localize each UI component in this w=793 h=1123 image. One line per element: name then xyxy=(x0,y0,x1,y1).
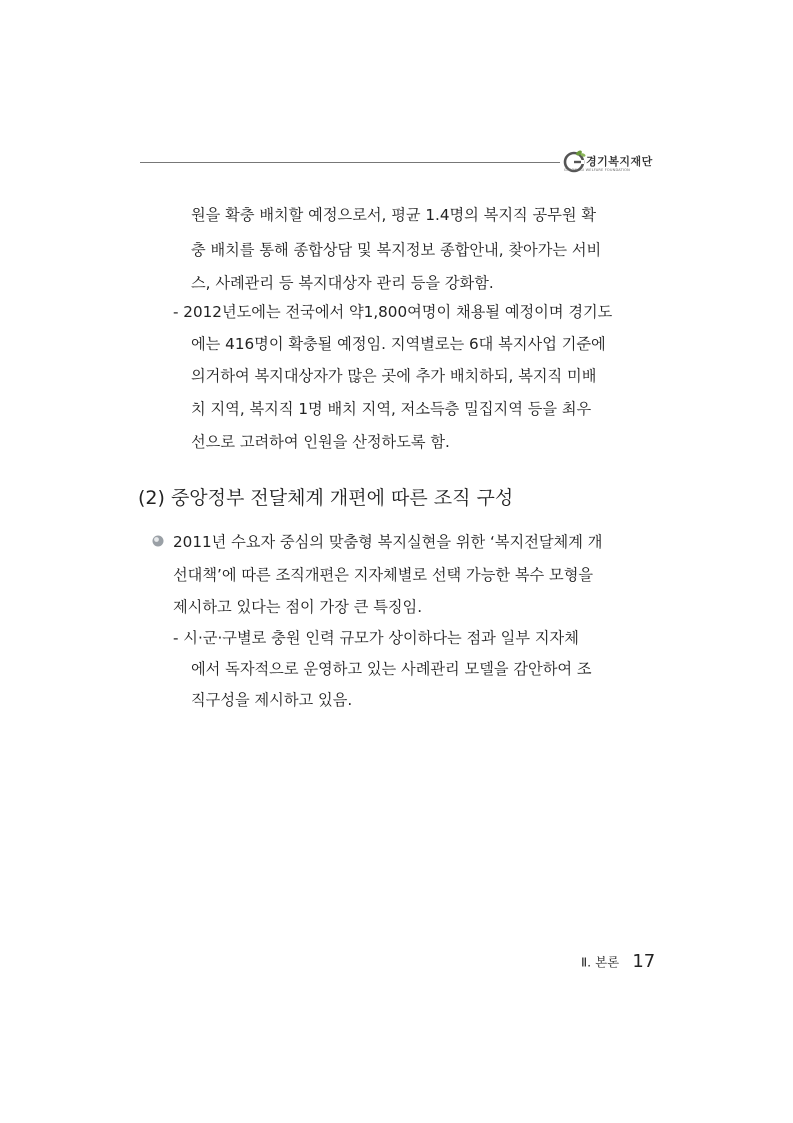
p4-line-3: 직구성을 제시하고 있음. xyxy=(191,691,353,709)
p1-line-2: 충 배치를 통해 종합상담 및 복지정보 종합안내, 찾아가는 서비 xyxy=(191,241,602,259)
p3-line-2: 선대책’에 따른 조직개편은 지자체별로 선택 가능한 복수 모형을 xyxy=(173,566,594,584)
p3-line-1: 2011년 수요자 중심의 맞춤형 복지실현을 위한 ‘복지전달체계 개 xyxy=(173,533,603,551)
p4-line-2: 에서 독자적으로 운영하고 있는 사례관리 모델을 감안하여 조 xyxy=(191,660,592,678)
p1-line-1: 원을 확충 배치할 예정으로서, 평균 1.4명의 복지직 공무원 확 xyxy=(191,206,597,224)
section-label: Ⅱ. 본론 xyxy=(581,954,620,970)
page-number: 17 xyxy=(632,951,656,972)
p3-line-3: 제시하고 있다는 점이 가장 큰 특징임. xyxy=(173,598,423,616)
logo-subtitle: GYEONGGI WELFARE FOUNDATION xyxy=(564,168,630,172)
p2-line-2: 에는 416명이 확충될 예정임. 지역별로는 6대 복지사업 기준에 xyxy=(191,335,606,353)
p2-line-4: 치 지역, 복지직 1명 배치 지역, 저소득층 밀집지역 등을 최우 xyxy=(191,400,592,418)
header-rule xyxy=(140,162,560,163)
page-footer xyxy=(581,951,655,972)
bullet-icon xyxy=(150,533,166,549)
p2-line-1: - 2012년도에는 전국에서 약1,800여명이 채용될 예정이며 경기도 xyxy=(173,303,613,321)
logo-name: 경기복지재단 xyxy=(586,155,653,168)
section-heading: (2) 중앙정부 전달체계 개편에 따른 조직 구성 xyxy=(138,487,514,509)
p4-line-1: - 시·군·구별로 충원 인력 규모가 상이하다는 점과 일부 지자체 xyxy=(173,629,579,647)
p2-line-5: 선으로 고려하여 인원을 산정하도록 함. xyxy=(191,433,450,451)
foundation-logo xyxy=(562,148,662,176)
p2-line-3: 의거하여 복지대상자가 많은 곳에 추가 배치하되, 복지직 미배 xyxy=(191,367,597,385)
p1-line-3: 스, 사례관리 등 복지대상자 관리 등을 강화함. xyxy=(191,274,494,292)
